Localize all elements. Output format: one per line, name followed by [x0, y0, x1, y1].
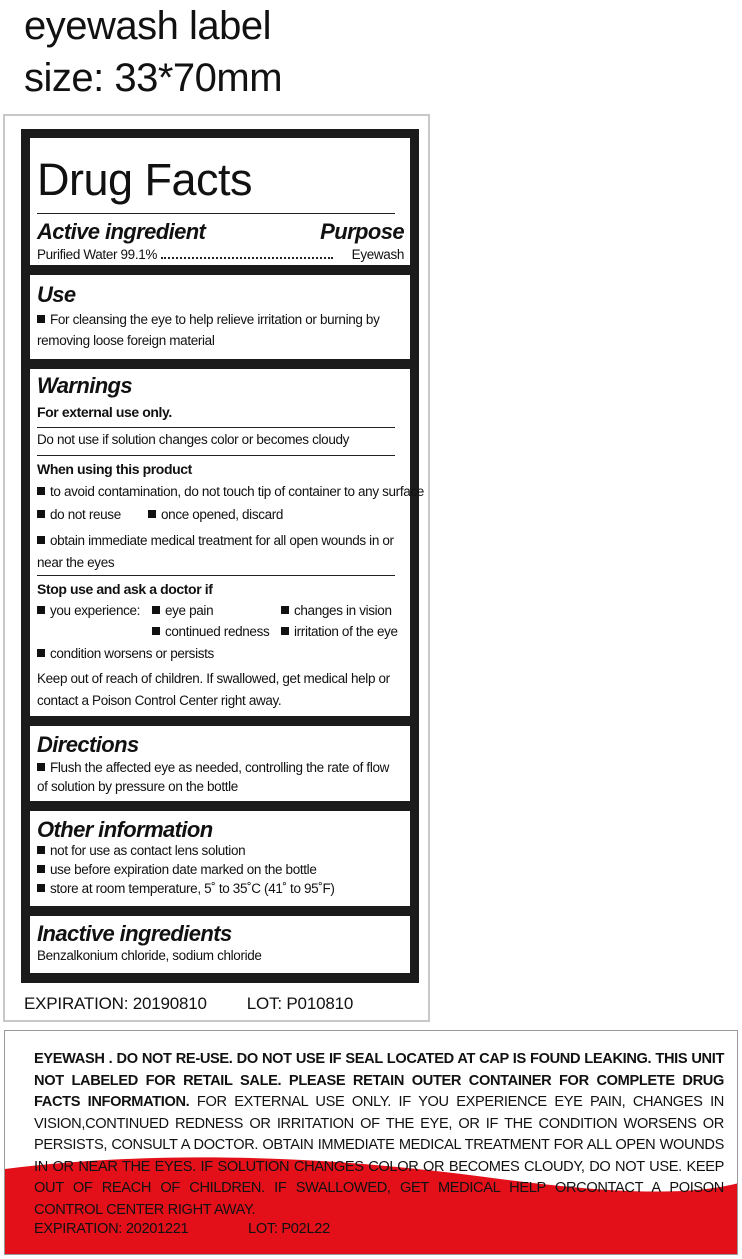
divider: [37, 427, 395, 428]
directions-heading: Directions: [37, 732, 139, 757]
stop-use-heading: Stop use and ask a doctor if: [37, 581, 213, 597]
when-using-item: obtain immediate medical treatment for all open wounds in or near the eyes: [37, 530, 399, 574]
divider: [37, 213, 395, 214]
drug-facts-title: Drug Facts: [37, 154, 253, 205]
drug-facts-panel: [21, 129, 424, 983]
warnings-heading: Warnings: [37, 373, 133, 398]
when-using-heading: When using this product: [37, 461, 192, 477]
drug-facts-header-box: [30, 138, 410, 265]
directions-box: [30, 726, 410, 801]
leader-dots: [161, 257, 333, 259]
keep-out-text: Keep out of reach of children. If swallowed, get medical help or contact a Poison Control Center right away.: [37, 671, 390, 708]
stop-use-item: condition worsens or persists: [37, 646, 214, 663]
other-info-item: store at room temperature, 5˚ to 35˚C (41˚ to 95˚F): [37, 881, 335, 898]
when-using-item: do not reuse: [37, 507, 121, 524]
when-using-item: to avoid contamination, do not touch tip of container to any surface: [37, 484, 424, 501]
header-size: size: 33*70mm: [24, 56, 283, 100]
stop-use-item: eye pain: [152, 603, 213, 620]
use-box: [30, 275, 410, 359]
lot-number: LOT: P010810: [246, 994, 354, 1013]
when-using-item: once opened, discard: [148, 507, 283, 524]
label-text-bold-2: DO NOT USE IF SEAL LOCATED AT CAP IS FOUND LEAKING. THIS UNIT NOT LABELED FOR RETAIL SALE. PLEASE RETAIN OUTER CONTAINER FOR COMPLETE DRUG FACTS INFORMATION.: [34, 1051, 725, 1110]
stop-use-item: you experience:: [37, 603, 140, 620]
purpose-heading: Purpose: [320, 219, 404, 244]
divider: [37, 455, 395, 456]
stop-use-item: continued redness: [152, 624, 269, 641]
inactive-box: [30, 916, 410, 973]
stop-use-item: irritation of the eye: [281, 624, 398, 641]
divider: [37, 575, 395, 576]
do-not-use: Do not use if solution changes color or becomes cloudy: [37, 432, 350, 447]
active-ingredient-line: Purified Water 99.1%: [37, 247, 158, 262]
expiration-lot-footer: [24, 994, 353, 1014]
other-info-item: use before expiration date marked on the bottle: [37, 862, 316, 879]
label-text-bold-1: EYEWASH . DO NOT RE-USE.: [34, 1051, 233, 1067]
bottom-label-text: [34, 1049, 724, 1221]
other-info-box: [30, 811, 410, 906]
header-title: eyewash label: [24, 4, 271, 48]
other-info-heading: Other information: [37, 817, 213, 842]
external-use: For external use only.: [37, 404, 172, 420]
inactive-text: Benzalkonium chloride, sodium chloride: [37, 948, 262, 963]
label-text-normal: FOR EXTERNAL USE ONLY. IF YOU EXPERIENCE EYE PAIN, CHANGES IN VISION,CONTINUED REDNESS OR IRRITATION OF THE EYE, OR IF THE CONDITION WORSENS OR PERSISTS, CONSULT A DOCTOR. OBTAIN IMMEDIATE MEDICAL TREATMENT FOR ALL OPEN WOUNDS IN OR NEAR THE EYES. IF SOLUTION CHANGES COLOR OR BECOMES CLOUDY, DO NOT USE. KEEP OUT OF REACH OF CHILDREN. IF SWALLOWED, GET MEDICAL HELP ORCONTACT A POISON CONTROL CENTER RIGHT AWAY.: [34, 1094, 724, 1218]
bottom-label: [4, 1030, 738, 1255]
expiration-date: EXPIRATION: 20190810: [24, 994, 207, 1013]
use-text: For cleansing the eye to help relieve irritation or burning by removing loose foreign material: [37, 309, 397, 351]
warnings-box: [30, 369, 424, 716]
inactive-heading: Inactive ingredients: [37, 921, 232, 946]
bottom-label-footer: [34, 1221, 330, 1237]
directions-text: Flush the affected eye as needed, controlling the rate of flow of solution by pressure on the bottle: [37, 758, 399, 796]
stop-use-item: changes in vision: [281, 603, 392, 620]
active-ingredient-heading: Active ingredient: [37, 219, 206, 244]
use-heading: Use: [37, 282, 76, 307]
label-lot: LOT: P02L22: [248, 1221, 330, 1237]
purpose-value: Eyewash: [351, 247, 404, 262]
other-info-item: not for use as contact lens solution: [37, 843, 245, 860]
label-expiration: EXPIRATION: 20201221: [34, 1221, 189, 1237]
